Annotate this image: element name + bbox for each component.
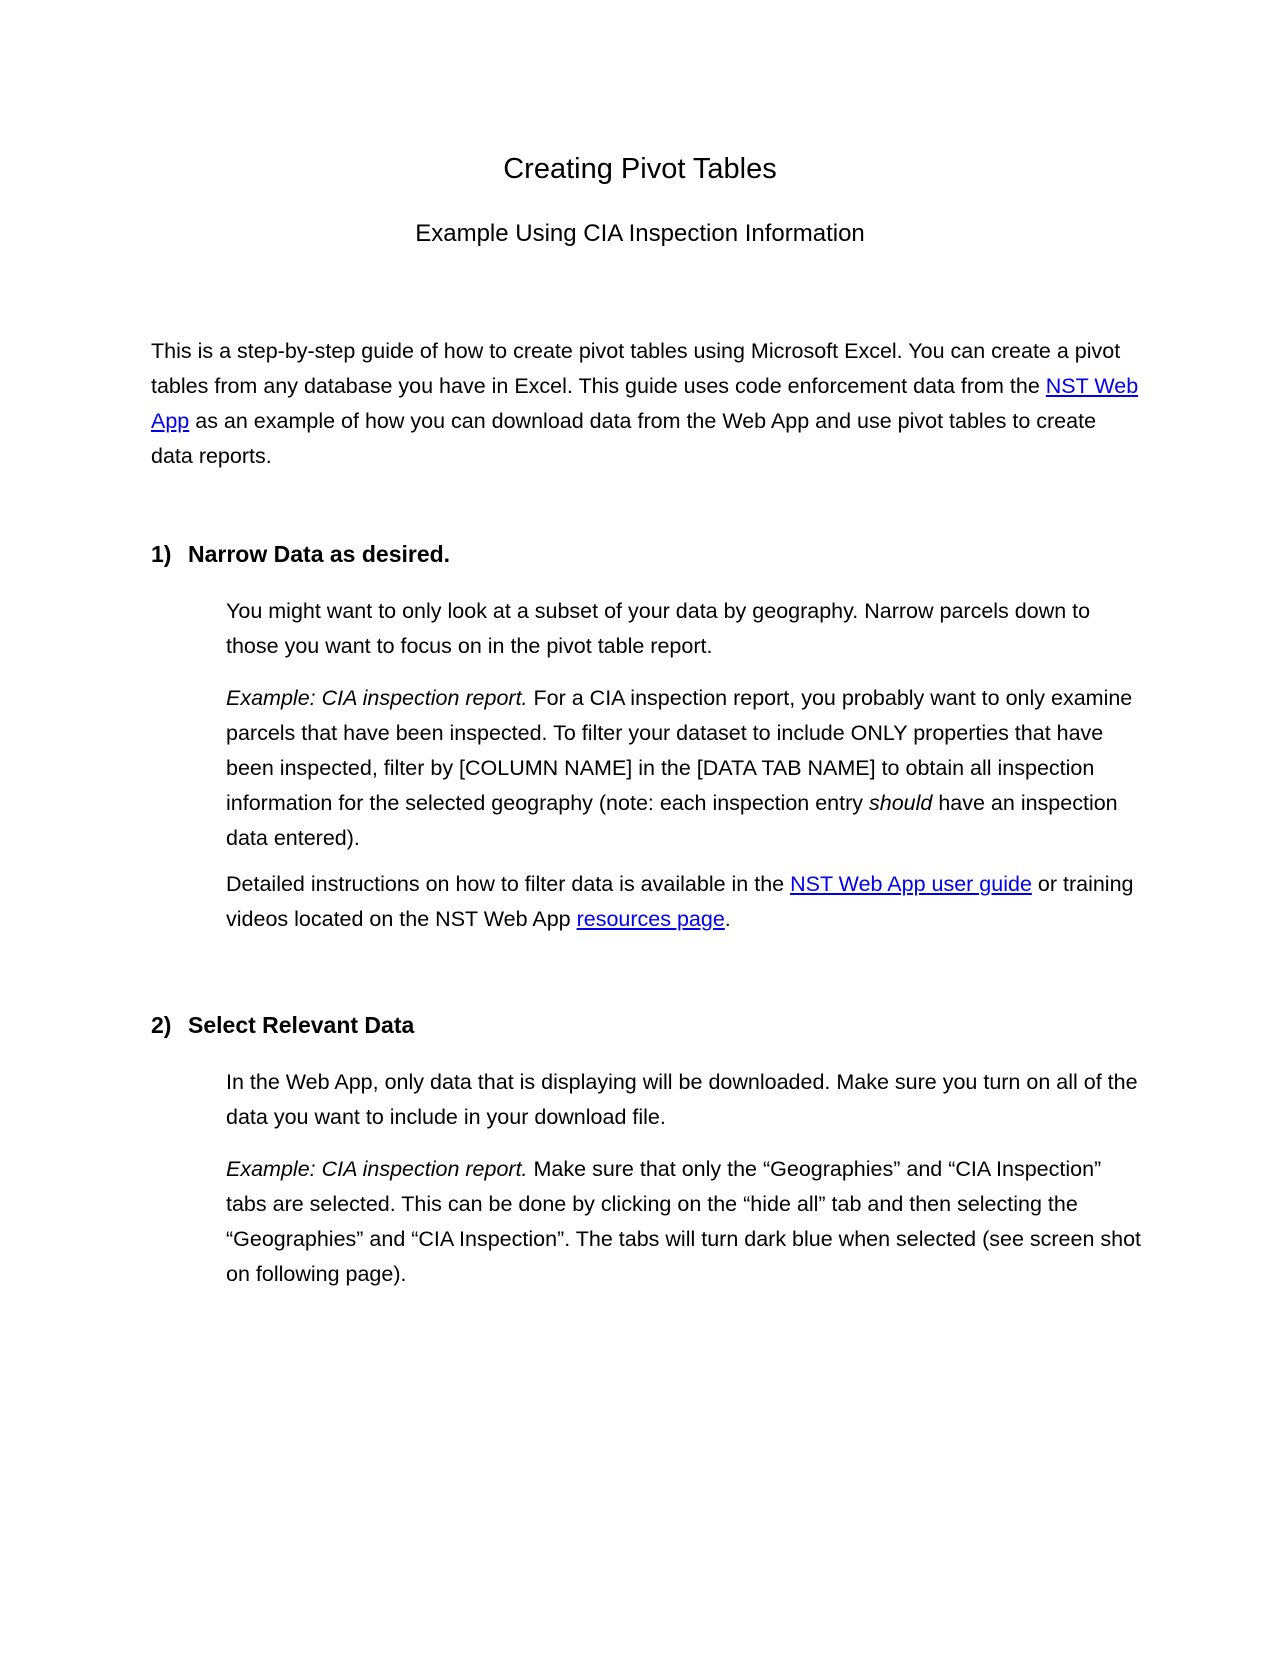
section-1-example-text-start: For a CIA inspection report, you probably want to only examine parcels that have been inspected. To filter your dataset to include ONLY properties that have been inspected, filter by [COLUMN NAME] in the [DATA TAB NAME] to obtain all inspection information for the selected geography (note: each inspection entry [226, 686, 1133, 815]
section-1-example-emphasis: should [869, 791, 933, 815]
page-subtitle: Example Using CIA Inspection Information [415, 220, 865, 247]
section-2-example-paragraph [226, 1152, 1146, 1292]
resources-page-link[interactable]: resources page [576, 907, 725, 931]
section-1-number: 1) [151, 541, 172, 567]
section-2-example-label: Example: CIA inspection report. [226, 1157, 528, 1181]
section-1-example-label: Example: CIA inspection report. [226, 686, 528, 710]
page-title: Creating Pivot Tables [503, 153, 777, 185]
section-1-heading [151, 538, 450, 570]
section-1-paragraph-3 [226, 867, 1146, 937]
intro-text-end: as an example of how you can download data from the Web App and use pivot tables to create data reports. [151, 409, 1097, 468]
section-1-example-paragraph [226, 681, 1146, 856]
section-2-heading [151, 1009, 414, 1041]
section-2-paragraph-1: In the Web App, only data that is displaying will be downloaded. Make sure you turn on all of the data you want to include in your download file. [226, 1070, 1138, 1129]
intro-paragraph [151, 334, 1141, 474]
nst-web-app-link[interactable]: NST Web App [151, 374, 1139, 433]
user-guide-link[interactable]: NST Web App user guide [790, 872, 1032, 896]
intro-text-start: This is a step-by-step guide of how to create pivot tables using Microsoft Excel. You can create a pivot tables from any database you have in Excel. This guide uses code enforcement data from the [151, 339, 1121, 398]
section-1-paragraph-1: You might want to only look at a subset of your data by geography. Narrow parcels down to those you want to focus on in the pivot table report. [226, 599, 1091, 658]
section-1-example-text-end: have an inspection data entered). [226, 791, 1118, 850]
section-1-para3-start: Detailed instructions on how to filter data is available in the [226, 872, 791, 896]
section-2-example-text: Make sure that only the “Geographies” and “CIA Inspection” tabs are selected. This can be done by clicking on the “hide all” tab and then selecting the “Geographies” and “CIA Inspection”. The tabs will turn dark blue when selected (see screen shot on following page). [226, 1157, 1142, 1286]
section-2-title: Select Relevant Data [188, 1012, 415, 1038]
section-1-para3-end: . [724, 907, 731, 931]
section-1-title: Narrow Data as desired. [188, 541, 451, 567]
section-2-number: 2) [151, 1012, 172, 1038]
section-1-para3-middle: or training videos located on the NST Web App [226, 872, 1134, 931]
